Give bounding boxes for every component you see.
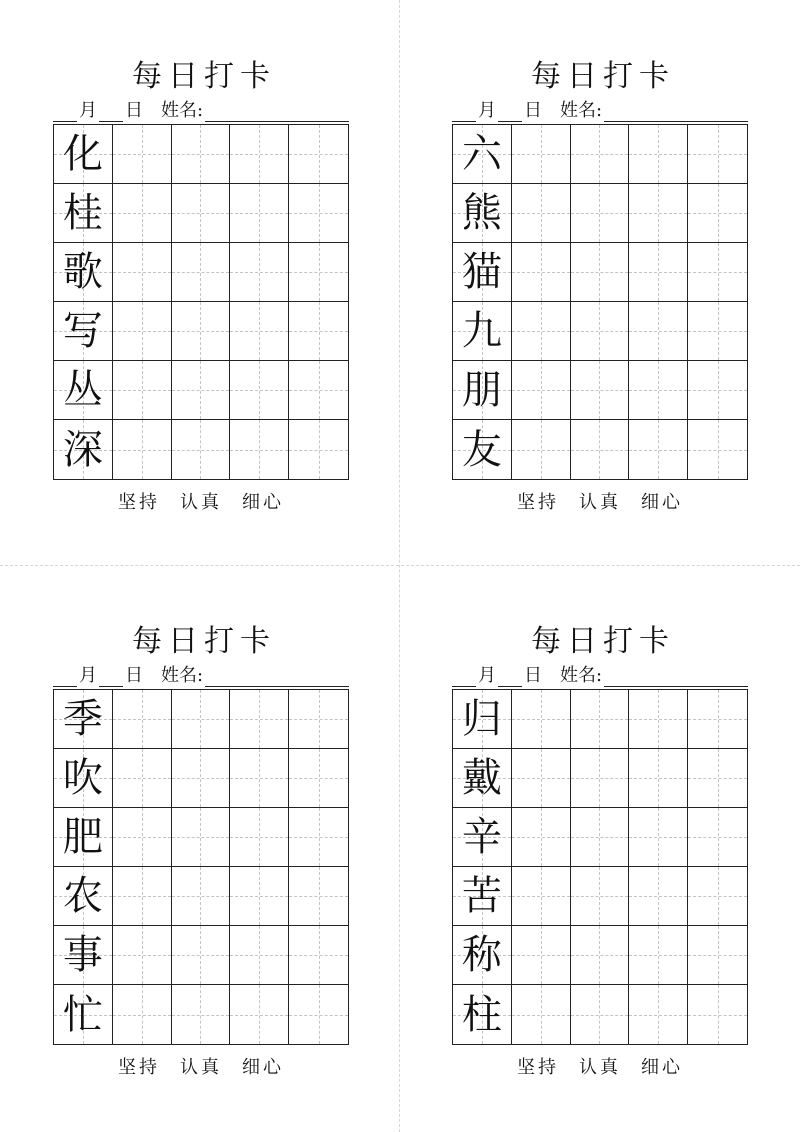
month-blank[interactable] — [53, 668, 77, 687]
date-name-line — [53, 96, 349, 122]
model-character: 辛 — [461, 814, 502, 860]
month-label: 月 — [478, 665, 496, 686]
name-blank[interactable] — [205, 103, 349, 122]
model-character: 化 — [62, 131, 103, 177]
footer-word: 坚持 — [118, 1057, 160, 1078]
model-char-cell — [54, 867, 113, 926]
month-label: 月 — [79, 665, 97, 686]
practice-cell[interactable] — [172, 926, 231, 985]
card-title: 每日打卡 — [132, 624, 276, 659]
day-blank[interactable] — [498, 103, 522, 122]
model-char-cell — [54, 985, 113, 1044]
model-character: 桂 — [62, 190, 103, 236]
model-char-cell — [453, 867, 512, 926]
model-char-cell — [453, 361, 512, 420]
practice-cell[interactable] — [113, 361, 172, 420]
practice-cell[interactable] — [289, 749, 348, 808]
practice-cell[interactable] — [629, 361, 688, 420]
practice-cell[interactable] — [688, 867, 747, 926]
footer-word: 认真 — [180, 492, 222, 513]
model-char-cell — [453, 243, 512, 302]
practice-cell[interactable] — [172, 125, 231, 184]
card-title: 每日打卡 — [531, 59, 675, 94]
practice-cell[interactable] — [688, 302, 747, 361]
footer-word: 细心 — [242, 492, 284, 513]
practice-cell[interactable] — [289, 361, 348, 420]
card-footer — [53, 488, 349, 518]
model-char-cell — [54, 690, 113, 749]
name-blank[interactable] — [604, 103, 748, 122]
model-char-cell — [453, 690, 512, 749]
practice-cell[interactable] — [289, 420, 348, 479]
practice-cell[interactable] — [571, 125, 630, 184]
practice-cell[interactable] — [571, 361, 630, 420]
practice-card — [452, 58, 748, 528]
month-blank[interactable] — [452, 103, 476, 122]
month-blank[interactable] — [53, 103, 77, 122]
practice-cell[interactable] — [230, 808, 289, 867]
practice-cell[interactable] — [629, 125, 688, 184]
model-char-cell — [54, 125, 113, 184]
model-char-cell — [54, 420, 113, 479]
practice-cell[interactable] — [113, 926, 172, 985]
practice-cell[interactable] — [113, 867, 172, 926]
practice-cell[interactable] — [629, 808, 688, 867]
practice-cell[interactable] — [289, 867, 348, 926]
practice-grid — [53, 689, 349, 1045]
day-blank[interactable] — [498, 668, 522, 687]
practice-cell[interactable] — [512, 125, 571, 184]
practice-cell[interactable] — [571, 985, 630, 1044]
date-name-line — [452, 661, 748, 687]
practice-card — [53, 58, 349, 528]
model-char-cell — [54, 926, 113, 985]
model-character: 熊 — [461, 190, 502, 236]
day-blank[interactable] — [99, 668, 123, 687]
practice-cell[interactable] — [172, 749, 231, 808]
practice-cell[interactable] — [512, 243, 571, 302]
model-character: 忙 — [62, 991, 103, 1038]
footer-word: 细心 — [641, 1057, 683, 1078]
practice-cell[interactable] — [688, 926, 747, 985]
model-char-cell — [453, 125, 512, 184]
practice-cell[interactable] — [230, 690, 289, 749]
practice-cell[interactable] — [571, 420, 630, 479]
date-name-line — [53, 661, 349, 687]
name-blank[interactable] — [604, 668, 748, 687]
practice-cell[interactable] — [230, 361, 289, 420]
practice-cell[interactable] — [113, 420, 172, 479]
practice-cell[interactable] — [172, 302, 231, 361]
practice-cell[interactable] — [629, 690, 688, 749]
practice-cell[interactable] — [629, 184, 688, 243]
month-label: 月 — [478, 100, 496, 121]
footer-word: 细心 — [641, 492, 683, 513]
footer-word: 认真 — [579, 1057, 621, 1078]
model-character: 深 — [62, 426, 103, 473]
model-character: 农 — [62, 873, 103, 919]
practice-cell[interactable] — [230, 926, 289, 985]
name-blank[interactable] — [205, 668, 349, 687]
practice-cell[interactable] — [512, 808, 571, 867]
practice-cell[interactable] — [571, 749, 630, 808]
model-character: 猫 — [461, 249, 502, 295]
model-character: 六 — [461, 131, 502, 177]
day-blank[interactable] — [99, 103, 123, 122]
practice-cell[interactable] — [688, 125, 747, 184]
practice-cell[interactable] — [113, 808, 172, 867]
footer-word: 坚持 — [517, 1057, 559, 1078]
practice-cell[interactable] — [172, 690, 231, 749]
practice-cell[interactable] — [512, 302, 571, 361]
model-char-cell — [54, 243, 113, 302]
practice-cell[interactable] — [289, 690, 348, 749]
practice-cell[interactable] — [230, 749, 289, 808]
practice-cell[interactable] — [688, 690, 747, 749]
practice-cell[interactable] — [571, 243, 630, 302]
practice-card — [53, 623, 349, 1093]
model-character: 九 — [461, 308, 502, 354]
footer-word: 认真 — [180, 1057, 222, 1078]
practice-card — [452, 623, 748, 1093]
practice-cell[interactable] — [289, 808, 348, 867]
practice-cell[interactable] — [512, 184, 571, 243]
practice-cell[interactable] — [688, 361, 747, 420]
practice-cell[interactable] — [113, 243, 172, 302]
practice-cell[interactable] — [629, 926, 688, 985]
practice-cell[interactable] — [512, 985, 571, 1044]
practice-cell[interactable] — [230, 243, 289, 302]
cut-line-vertical — [399, 0, 400, 1132]
model-character: 丛 — [62, 367, 103, 413]
practice-cell[interactable] — [172, 985, 231, 1044]
model-char-cell — [54, 749, 113, 808]
date-name-line — [452, 96, 748, 122]
footer-word: 认真 — [579, 492, 621, 513]
practice-cell[interactable] — [230, 985, 289, 1044]
practice-cell[interactable] — [629, 985, 688, 1044]
card-footer — [53, 1053, 349, 1083]
practice-cell[interactable] — [688, 184, 747, 243]
footer-word: 坚持 — [517, 492, 559, 513]
day-label: 日 — [524, 665, 542, 686]
practice-cell[interactable] — [172, 420, 231, 479]
model-character: 苦 — [461, 873, 502, 919]
practice-cell[interactable] — [629, 749, 688, 808]
model-character: 戴 — [461, 755, 502, 801]
practice-cell[interactable] — [688, 420, 747, 479]
practice-cell[interactable] — [688, 808, 747, 867]
card-title: 每日打卡 — [132, 59, 276, 94]
practice-cell[interactable] — [289, 926, 348, 985]
practice-cell[interactable] — [113, 749, 172, 808]
practice-cell[interactable] — [571, 302, 630, 361]
name-label: 姓名: — [560, 100, 603, 121]
practice-cell[interactable] — [512, 420, 571, 479]
model-char-cell — [453, 184, 512, 243]
model-character: 写 — [62, 308, 103, 354]
practice-cell[interactable] — [230, 867, 289, 926]
model-character: 肥 — [62, 814, 103, 860]
card-title: 每日打卡 — [531, 624, 675, 659]
name-label: 姓名: — [560, 665, 603, 686]
practice-cell[interactable] — [629, 867, 688, 926]
model-character: 朋 — [461, 367, 502, 413]
model-char-cell — [453, 749, 512, 808]
practice-cell[interactable] — [230, 184, 289, 243]
model-character: 归 — [461, 696, 502, 742]
practice-grid — [452, 124, 748, 480]
practice-cell[interactable] — [230, 125, 289, 184]
practice-cell[interactable] — [113, 125, 172, 184]
practice-cell[interactable] — [172, 867, 231, 926]
practice-cell[interactable] — [512, 926, 571, 985]
footer-word: 坚持 — [118, 492, 160, 513]
practice-cell[interactable] — [230, 420, 289, 479]
practice-cell[interactable] — [113, 985, 172, 1044]
practice-cell[interactable] — [289, 125, 348, 184]
model-char-cell — [54, 361, 113, 420]
model-character: 吹 — [62, 755, 103, 801]
practice-cell[interactable] — [571, 184, 630, 243]
practice-grid — [53, 124, 349, 480]
practice-cell[interactable] — [172, 361, 231, 420]
name-label: 姓名: — [161, 100, 204, 121]
practice-cell[interactable] — [629, 420, 688, 479]
model-char-cell — [453, 926, 512, 985]
practice-cell[interactable] — [688, 985, 747, 1044]
month-blank[interactable] — [452, 668, 476, 687]
model-char-cell — [453, 302, 512, 361]
day-label: 日 — [125, 100, 143, 121]
practice-cell[interactable] — [571, 867, 630, 926]
practice-cell[interactable] — [629, 243, 688, 302]
card-footer — [452, 1053, 748, 1083]
practice-cell[interactable] — [289, 302, 348, 361]
month-label: 月 — [79, 100, 97, 121]
model-char-cell — [453, 808, 512, 867]
practice-cell[interactable] — [172, 184, 231, 243]
cut-line-horizontal — [0, 565, 800, 566]
model-char-cell — [54, 184, 113, 243]
practice-cell[interactable] — [172, 243, 231, 302]
model-character: 歌 — [62, 249, 103, 295]
practice-cell[interactable] — [230, 302, 289, 361]
practice-cell[interactable] — [688, 243, 747, 302]
name-label: 姓名: — [161, 665, 204, 686]
practice-cell[interactable] — [289, 243, 348, 302]
practice-cell[interactable] — [512, 690, 571, 749]
practice-cell[interactable] — [512, 749, 571, 808]
model-character: 称 — [461, 932, 502, 978]
practice-cell[interactable] — [289, 985, 348, 1044]
day-label: 日 — [125, 665, 143, 686]
practice-cell[interactable] — [289, 184, 348, 243]
model-character: 柱 — [461, 991, 502, 1038]
practice-cell[interactable] — [571, 690, 630, 749]
practice-cell[interactable] — [113, 302, 172, 361]
model-char-cell — [54, 302, 113, 361]
practice-grid — [452, 689, 748, 1045]
practice-cell[interactable] — [512, 867, 571, 926]
practice-cell[interactable] — [172, 808, 231, 867]
footer-word: 细心 — [242, 1057, 284, 1078]
model-char-cell — [453, 985, 512, 1044]
model-char-cell — [453, 420, 512, 479]
practice-cell[interactable] — [113, 690, 172, 749]
day-label: 日 — [524, 100, 542, 121]
model-character: 季 — [62, 696, 103, 742]
practice-cell[interactable] — [571, 808, 630, 867]
practice-cell[interactable] — [571, 926, 630, 985]
card-footer — [452, 488, 748, 518]
model-character: 事 — [62, 932, 103, 978]
model-character: 友 — [461, 426, 502, 473]
practice-cell[interactable] — [113, 184, 172, 243]
practice-cell[interactable] — [629, 302, 688, 361]
practice-cell[interactable] — [512, 361, 571, 420]
practice-cell[interactable] — [688, 749, 747, 808]
model-char-cell — [54, 808, 113, 867]
